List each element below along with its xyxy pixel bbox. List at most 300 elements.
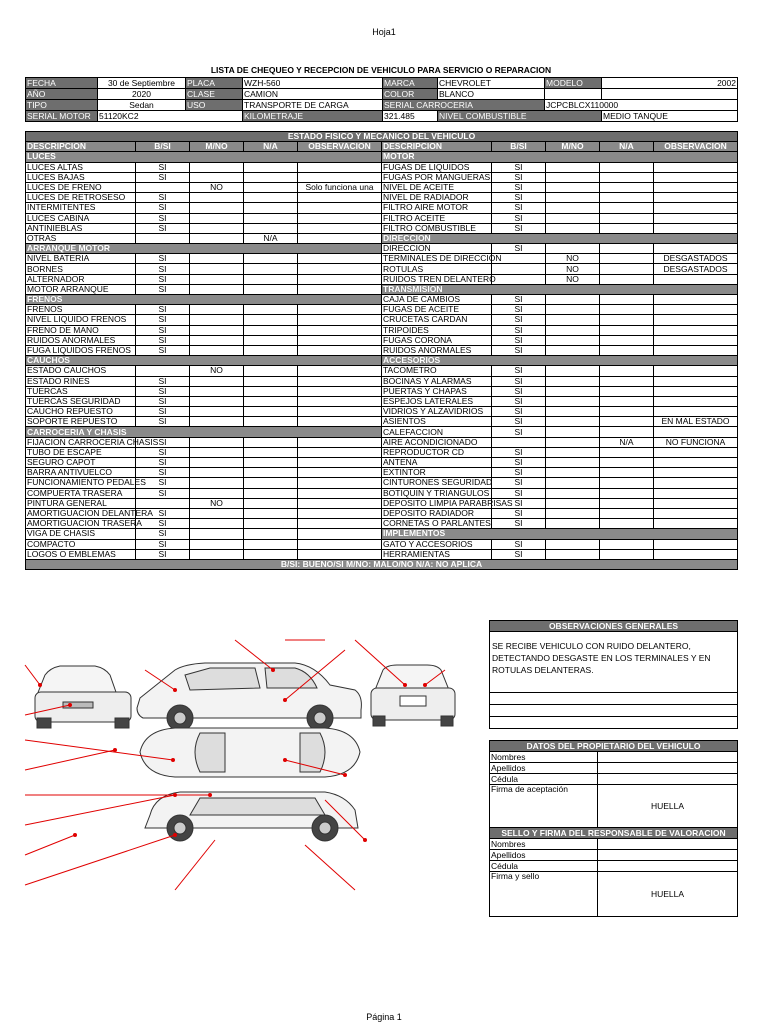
item-observation[interactable] xyxy=(654,305,738,315)
item-check-cell[interactable] xyxy=(244,345,298,355)
item-observation[interactable] xyxy=(298,213,382,223)
item-check-cell[interactable] xyxy=(546,376,600,386)
item-check-cell[interactable] xyxy=(190,213,244,223)
item-check-cell[interactable]: SI xyxy=(136,519,190,529)
item-check-cell[interactable]: SI xyxy=(136,193,190,203)
item-check-cell[interactable] xyxy=(190,478,244,488)
item-check-cell[interactable] xyxy=(600,498,654,508)
item-observation[interactable] xyxy=(298,193,382,203)
item-check-cell[interactable] xyxy=(546,325,600,335)
item-check-cell[interactable] xyxy=(244,325,298,335)
item-check-cell[interactable] xyxy=(600,407,654,417)
item-check-cell[interactable] xyxy=(600,223,654,233)
item-check-cell[interactable]: SI xyxy=(492,417,546,427)
item-observation[interactable] xyxy=(654,203,738,213)
item-check-cell[interactable] xyxy=(136,498,190,508)
item-check-cell[interactable]: SI xyxy=(492,376,546,386)
responsable-nombres-label: Nombres xyxy=(490,839,598,850)
responsable-nombres-field[interactable] xyxy=(598,839,738,850)
item-check-cell[interactable] xyxy=(546,345,600,355)
item-check-cell[interactable] xyxy=(546,407,600,417)
item-observation[interactable]: DESGASTADOS xyxy=(654,264,738,274)
item-check-cell[interactable]: SI xyxy=(492,223,546,233)
item-check-cell[interactable] xyxy=(600,386,654,396)
item-check-cell[interactable]: SI xyxy=(492,193,546,203)
item-check-cell[interactable] xyxy=(546,386,600,396)
item-check-cell[interactable] xyxy=(600,264,654,274)
item-check-cell[interactable]: SI xyxy=(492,539,546,549)
item-observation[interactable]: NO FUNCIONA xyxy=(654,437,738,447)
item-observation[interactable] xyxy=(298,172,382,182)
item-check-cell[interactable]: SI xyxy=(492,447,546,457)
item-observation[interactable] xyxy=(298,417,382,427)
item-check-cell[interactable] xyxy=(244,396,298,406)
item-check-cell[interactable] xyxy=(600,162,654,172)
item-check-cell[interactable] xyxy=(600,335,654,345)
item-check-cell[interactable]: SI xyxy=(492,468,546,478)
item-check-cell[interactable]: SI xyxy=(136,305,190,315)
item-check-cell[interactable]: SI xyxy=(136,284,190,294)
item-check-cell[interactable] xyxy=(190,233,244,243)
item-check-cell[interactable]: SI xyxy=(136,162,190,172)
item-check-cell[interactable] xyxy=(244,366,298,376)
item-check-cell[interactable] xyxy=(244,172,298,182)
item-check-cell[interactable] xyxy=(546,478,600,488)
item-observation[interactable] xyxy=(654,539,738,549)
item-observation[interactable]: EN MAL ESTADO xyxy=(654,417,738,427)
item-check-cell[interactable] xyxy=(492,437,546,447)
item-check-cell[interactable] xyxy=(546,488,600,498)
item-observation[interactable] xyxy=(654,478,738,488)
item-check-cell[interactable] xyxy=(600,345,654,355)
item-check-cell[interactable] xyxy=(546,447,600,457)
section-header: TRANSMISION xyxy=(382,284,738,294)
item-observation[interactable] xyxy=(298,529,382,539)
item-check-cell[interactable]: SI xyxy=(492,203,546,213)
item-check-cell[interactable]: SI xyxy=(136,478,190,488)
item-observation[interactable] xyxy=(654,396,738,406)
ano-label: AÑO xyxy=(26,89,98,100)
item-check-cell[interactable]: SI xyxy=(492,315,546,325)
item-observation[interactable] xyxy=(654,407,738,417)
item-observation[interactable] xyxy=(298,335,382,345)
item-check-cell[interactable] xyxy=(600,478,654,488)
item-observation[interactable] xyxy=(654,345,738,355)
item-observation[interactable] xyxy=(654,244,738,254)
propietario-cedula-field[interactable] xyxy=(598,774,738,785)
item-check-cell[interactable] xyxy=(244,305,298,315)
item-check-cell[interactable] xyxy=(546,427,600,437)
item-check-cell[interactable] xyxy=(244,447,298,457)
item-check-cell[interactable]: SI xyxy=(136,458,190,468)
item-check-cell[interactable] xyxy=(600,458,654,468)
item-observation[interactable]: DESGASTADOS xyxy=(654,254,738,264)
item-check-cell[interactable] xyxy=(244,458,298,468)
item-check-cell[interactable]: N/A xyxy=(244,233,298,243)
item-check-cell[interactable] xyxy=(244,223,298,233)
item-check-cell[interactable] xyxy=(190,335,244,345)
item-check-cell[interactable] xyxy=(190,417,244,427)
item-check-cell[interactable] xyxy=(190,376,244,386)
item-check-cell[interactable]: SI xyxy=(492,182,546,192)
item-check-cell[interactable] xyxy=(244,508,298,518)
item-check-cell[interactable] xyxy=(600,172,654,182)
item-check-cell[interactable] xyxy=(244,213,298,223)
item-check-cell[interactable] xyxy=(190,529,244,539)
item-check-cell[interactable] xyxy=(244,162,298,172)
item-check-cell[interactable]: SI xyxy=(492,458,546,468)
item-check-cell[interactable]: SI xyxy=(492,407,546,417)
item-check-cell[interactable]: SI xyxy=(492,427,546,437)
item-check-cell[interactable] xyxy=(190,468,244,478)
item-check-cell[interactable]: NO xyxy=(190,366,244,376)
item-check-cell[interactable] xyxy=(190,407,244,417)
item-check-cell[interactable] xyxy=(190,539,244,549)
item-observation[interactable] xyxy=(654,315,738,325)
item-check-cell[interactable] xyxy=(190,386,244,396)
item-observation[interactable] xyxy=(298,488,382,498)
item-check-cell[interactable] xyxy=(600,417,654,427)
item-check-cell[interactable] xyxy=(600,549,654,559)
item-check-cell[interactable]: SI xyxy=(136,396,190,406)
item-check-cell[interactable] xyxy=(136,366,190,376)
item-check-cell[interactable]: SI xyxy=(492,305,546,315)
item-observation[interactable] xyxy=(298,458,382,468)
item-observation[interactable] xyxy=(298,254,382,264)
item-check-cell[interactable]: SI xyxy=(136,172,190,182)
item-observation[interactable] xyxy=(298,223,382,233)
item-check-cell[interactable] xyxy=(190,519,244,529)
item-check-cell[interactable] xyxy=(600,213,654,223)
item-check-cell[interactable] xyxy=(244,498,298,508)
item-check-cell[interactable]: SI xyxy=(136,315,190,325)
item-check-cell[interactable] xyxy=(546,498,600,508)
item-check-cell[interactable]: NO xyxy=(546,274,600,284)
item-check-cell[interactable] xyxy=(244,335,298,345)
item-check-cell[interactable]: SI xyxy=(136,488,190,498)
item-check-cell[interactable]: SI xyxy=(136,417,190,427)
item-check-cell[interactable] xyxy=(546,366,600,376)
item-observation[interactable] xyxy=(654,274,738,284)
item-check-cell[interactable]: SI xyxy=(492,498,546,508)
item-check-cell[interactable] xyxy=(492,264,546,274)
item-check-cell[interactable]: SI xyxy=(492,366,546,376)
item-check-cell[interactable] xyxy=(546,213,600,223)
item-check-cell[interactable] xyxy=(600,366,654,376)
item-check-cell[interactable]: SI xyxy=(492,508,546,518)
item-observation[interactable] xyxy=(298,162,382,172)
observaciones-line[interactable] xyxy=(490,717,738,729)
item-check-cell[interactable] xyxy=(546,305,600,315)
item-check-cell[interactable] xyxy=(546,182,600,192)
item-check-cell[interactable]: NO xyxy=(190,498,244,508)
observaciones-line[interactable] xyxy=(490,693,738,705)
item-check-cell[interactable]: SI xyxy=(492,386,546,396)
item-observation[interactable] xyxy=(298,345,382,355)
item-check-cell[interactable] xyxy=(190,284,244,294)
item-observation[interactable] xyxy=(298,396,382,406)
item-check-cell[interactable] xyxy=(244,549,298,559)
item-check-cell[interactable] xyxy=(546,468,600,478)
item-check-cell[interactable]: SI xyxy=(492,335,546,345)
item-observation[interactable] xyxy=(298,284,382,294)
item-check-cell[interactable] xyxy=(190,549,244,559)
item-check-cell[interactable] xyxy=(136,233,190,243)
item-observation[interactable] xyxy=(298,233,382,243)
item-observation[interactable] xyxy=(654,549,738,559)
item-check-cell[interactable] xyxy=(546,295,600,305)
item-check-cell[interactable]: SI xyxy=(492,162,546,172)
item-check-cell[interactable] xyxy=(546,244,600,254)
item-check-cell[interactable] xyxy=(244,376,298,386)
item-check-cell[interactable] xyxy=(546,172,600,182)
item-check-cell[interactable]: SI xyxy=(136,325,190,335)
item-check-cell[interactable] xyxy=(190,305,244,315)
item-observation[interactable] xyxy=(654,488,738,498)
item-observation[interactable] xyxy=(654,223,738,233)
item-check-cell[interactable]: SI xyxy=(492,478,546,488)
item-observation[interactable] xyxy=(654,193,738,203)
item-check-cell[interactable] xyxy=(244,478,298,488)
item-observation[interactable] xyxy=(654,182,738,192)
item-check-cell[interactable] xyxy=(136,182,190,192)
item-check-cell[interactable]: SI xyxy=(136,254,190,264)
item-check-cell[interactable]: SI xyxy=(492,244,546,254)
item-check-cell[interactable] xyxy=(190,508,244,518)
item-check-cell[interactable]: SI xyxy=(136,539,190,549)
item-observation[interactable]: Solo funciona una xyxy=(298,182,382,192)
item-check-cell[interactable] xyxy=(190,193,244,203)
item-observation[interactable] xyxy=(654,376,738,386)
item-check-cell[interactable]: SI xyxy=(136,386,190,396)
item-check-cell[interactable] xyxy=(244,284,298,294)
item-check-cell[interactable] xyxy=(600,468,654,478)
propietario-apellidos-field[interactable] xyxy=(598,763,738,774)
item-check-cell[interactable] xyxy=(600,193,654,203)
item-check-cell[interactable]: SI xyxy=(136,213,190,223)
item-check-cell[interactable]: SI xyxy=(136,468,190,478)
item-check-cell[interactable] xyxy=(190,345,244,355)
item-observation[interactable] xyxy=(654,427,738,437)
item-check-cell[interactable] xyxy=(600,488,654,498)
item-check-cell[interactable]: SI xyxy=(136,407,190,417)
item-observation[interactable] xyxy=(654,447,738,457)
item-check-cell[interactable] xyxy=(600,182,654,192)
item-check-cell[interactable]: SI xyxy=(136,508,190,518)
item-check-cell[interactable]: SI xyxy=(136,529,190,539)
item-observation[interactable] xyxy=(298,274,382,284)
section-header: ACCESORIOS xyxy=(382,356,738,366)
column-header: N/A xyxy=(244,142,298,152)
item-check-cell[interactable] xyxy=(244,407,298,417)
item-check-cell[interactable]: SI xyxy=(492,549,546,559)
item-check-cell[interactable]: SI xyxy=(136,447,190,457)
item-check-cell[interactable] xyxy=(546,417,600,427)
item-observation[interactable] xyxy=(298,498,382,508)
item-check-cell[interactable]: SI xyxy=(136,437,190,447)
item-check-cell[interactable] xyxy=(244,264,298,274)
item-observation[interactable] xyxy=(654,508,738,518)
item-check-cell[interactable] xyxy=(244,539,298,549)
item-check-cell[interactable] xyxy=(600,376,654,386)
item-observation[interactable] xyxy=(298,203,382,213)
item-check-cell[interactable] xyxy=(190,488,244,498)
item-check-cell[interactable] xyxy=(190,447,244,457)
observaciones-text[interactable]: SE RECIBE VEHICULO CON RUIDO DELANTERO, DETECTANDO DESGASTE EN LOS TERMINALES Y EN ROTULAS DELANTERAS. xyxy=(490,632,738,693)
item-observation[interactable] xyxy=(654,325,738,335)
item-check-cell[interactable]: SI xyxy=(136,335,190,345)
item-observation[interactable] xyxy=(298,407,382,417)
kilometraje-label: KILOMETRAJE xyxy=(243,111,383,122)
item-check-cell[interactable] xyxy=(600,305,654,315)
item-check-cell[interactable] xyxy=(244,315,298,325)
item-observation[interactable] xyxy=(298,376,382,386)
propietario-nombres-field[interactable] xyxy=(598,752,738,763)
item-check-cell[interactable] xyxy=(546,193,600,203)
item-check-cell[interactable] xyxy=(600,295,654,305)
item-check-cell[interactable] xyxy=(546,437,600,447)
item-check-cell[interactable] xyxy=(244,386,298,396)
item-check-cell[interactable] xyxy=(190,274,244,284)
item-check-cell[interactable] xyxy=(600,244,654,254)
item-check-cell[interactable]: SI xyxy=(492,213,546,223)
item-check-cell[interactable] xyxy=(546,315,600,325)
item-check-cell[interactable] xyxy=(244,519,298,529)
item-check-cell[interactable] xyxy=(190,172,244,182)
item-observation[interactable] xyxy=(298,366,382,376)
item-check-cell[interactable] xyxy=(190,315,244,325)
item-check-cell[interactable] xyxy=(546,539,600,549)
item-observation[interactable] xyxy=(298,508,382,518)
item-observation[interactable] xyxy=(298,386,382,396)
item-observation[interactable] xyxy=(298,325,382,335)
item-check-cell[interactable] xyxy=(600,539,654,549)
item-check-cell[interactable] xyxy=(600,508,654,518)
item-observation[interactable] xyxy=(654,213,738,223)
item-check-cell[interactable]: SI xyxy=(136,345,190,355)
item-check-cell[interactable] xyxy=(190,203,244,213)
responsable-cedula-field[interactable] xyxy=(598,861,738,872)
item-observation[interactable] xyxy=(654,519,738,529)
item-check-cell[interactable] xyxy=(546,508,600,518)
item-check-cell[interactable]: NO xyxy=(546,254,600,264)
item-check-cell[interactable]: SI xyxy=(136,223,190,233)
item-check-cell[interactable] xyxy=(600,427,654,437)
modelo-value: 2002 xyxy=(602,78,738,89)
item-check-cell[interactable] xyxy=(546,335,600,345)
item-check-cell[interactable] xyxy=(244,437,298,447)
responsable-apellidos-field[interactable] xyxy=(598,850,738,861)
item-observation[interactable] xyxy=(654,172,738,182)
item-observation[interactable] xyxy=(298,437,382,447)
item-check-cell[interactable] xyxy=(190,223,244,233)
item-check-cell[interactable] xyxy=(546,458,600,468)
item-observation[interactable] xyxy=(298,539,382,549)
item-check-cell[interactable] xyxy=(244,203,298,213)
item-check-cell[interactable] xyxy=(244,193,298,203)
item-check-cell[interactable] xyxy=(600,447,654,457)
item-check-cell[interactable]: SI xyxy=(492,172,546,182)
item-check-cell[interactable]: SI xyxy=(136,549,190,559)
item-check-cell[interactable] xyxy=(244,254,298,264)
item-observation[interactable] xyxy=(298,468,382,478)
item-check-cell[interactable] xyxy=(600,274,654,284)
item-description: EXTINTOR xyxy=(382,468,492,478)
item-observation[interactable] xyxy=(654,295,738,305)
item-observation[interactable] xyxy=(654,335,738,345)
item-check-cell[interactable]: SI xyxy=(136,274,190,284)
item-check-cell[interactable]: SI xyxy=(492,295,546,305)
item-check-cell[interactable]: SI xyxy=(136,376,190,386)
item-check-cell[interactable] xyxy=(190,254,244,264)
item-observation[interactable] xyxy=(298,519,382,529)
item-observation[interactable] xyxy=(298,264,382,274)
item-check-cell[interactable] xyxy=(190,437,244,447)
item-check-cell[interactable] xyxy=(244,529,298,539)
item-observation[interactable] xyxy=(654,366,738,376)
section-header: MOTOR xyxy=(382,152,738,162)
item-check-cell[interactable] xyxy=(546,396,600,406)
item-check-cell[interactable] xyxy=(546,162,600,172)
item-observation[interactable] xyxy=(654,498,738,508)
item-observation[interactable] xyxy=(298,549,382,559)
item-check-cell[interactable] xyxy=(600,315,654,325)
item-check-cell[interactable]: SI xyxy=(136,203,190,213)
item-check-cell[interactable]: SI xyxy=(492,519,546,529)
item-check-cell[interactable] xyxy=(600,519,654,529)
color-value: BLANCO xyxy=(438,89,545,100)
item-check-cell[interactable] xyxy=(546,519,600,529)
item-check-cell[interactable] xyxy=(244,488,298,498)
item-check-cell[interactable] xyxy=(546,223,600,233)
item-observation[interactable] xyxy=(298,305,382,315)
item-check-cell[interactable]: SI xyxy=(492,396,546,406)
item-observation[interactable] xyxy=(654,162,738,172)
item-check-cell[interactable] xyxy=(600,203,654,213)
item-check-cell[interactable] xyxy=(600,396,654,406)
item-check-cell[interactable] xyxy=(492,274,546,284)
item-check-cell[interactable] xyxy=(244,468,298,478)
item-check-cell[interactable] xyxy=(190,162,244,172)
item-check-cell[interactable]: SI xyxy=(492,345,546,355)
item-observation[interactable] xyxy=(654,458,738,468)
item-check-cell[interactable]: SI xyxy=(136,264,190,274)
item-check-cell[interactable]: SI xyxy=(492,325,546,335)
item-check-cell[interactable] xyxy=(244,182,298,192)
item-observation[interactable] xyxy=(654,468,738,478)
item-observation[interactable] xyxy=(298,447,382,457)
item-check-cell[interactable] xyxy=(600,325,654,335)
item-check-cell[interactable] xyxy=(546,549,600,559)
item-observation[interactable] xyxy=(654,386,738,396)
item-check-cell[interactable] xyxy=(244,417,298,427)
item-check-cell[interactable]: NO xyxy=(190,182,244,192)
item-check-cell[interactable]: N/A xyxy=(600,437,654,447)
item-check-cell[interactable] xyxy=(190,458,244,468)
item-check-cell[interactable] xyxy=(190,325,244,335)
item-observation[interactable] xyxy=(298,478,382,488)
item-check-cell[interactable]: SI xyxy=(492,488,546,498)
item-check-cell[interactable] xyxy=(190,396,244,406)
item-check-cell[interactable] xyxy=(600,254,654,264)
item-check-cell[interactable] xyxy=(546,203,600,213)
item-check-cell[interactable]: NO xyxy=(546,264,600,274)
item-observation[interactable] xyxy=(298,315,382,325)
observaciones-line[interactable] xyxy=(490,705,738,717)
item-check-cell[interactable] xyxy=(244,274,298,284)
item-description: DEPOSITO RADIADOR xyxy=(382,508,492,518)
item-check-cell[interactable] xyxy=(190,264,244,274)
